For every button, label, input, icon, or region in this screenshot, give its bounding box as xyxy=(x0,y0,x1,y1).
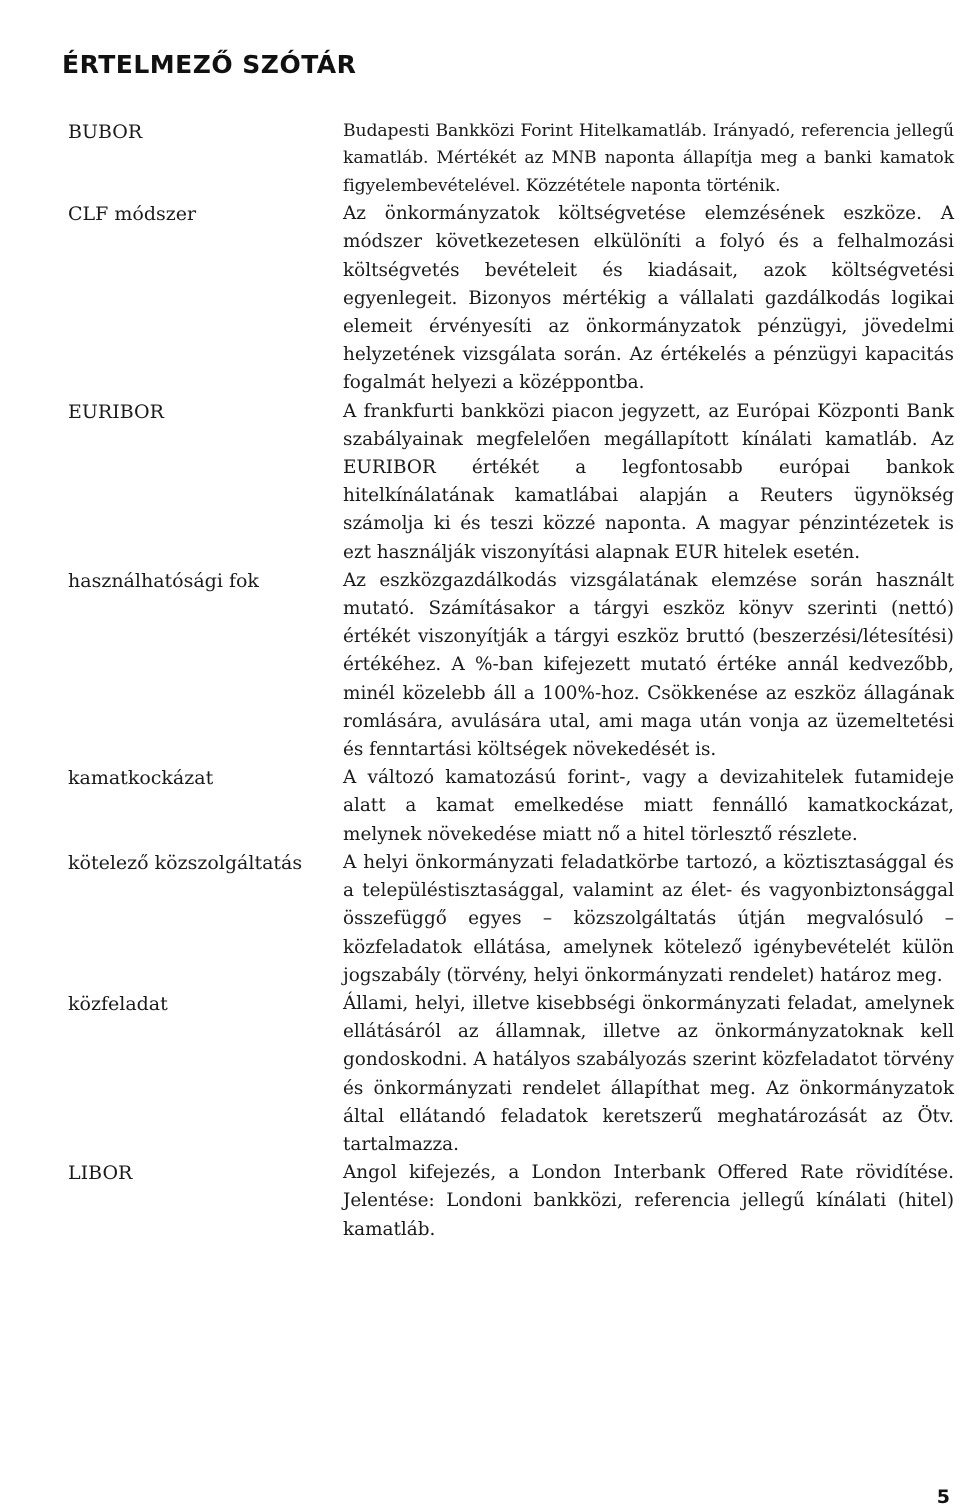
term-label: kamatkockázat xyxy=(68,767,214,790)
glossary-entry-clf xyxy=(68,200,954,397)
term-label: közfeladat xyxy=(68,992,168,1015)
term-label: használhatósági fok xyxy=(68,569,259,592)
term-definition: A helyi önkormányzati feladatkörbe tartozó, a köztisztasággal és a településtisztasággal, valamint az élet- és vagyonbiztonsággal összefüggő egyes – közszolgáltatás útján megvalósuló – közfeladatok ellátása, amelynek kötelező igénybevételét külön jogszabály (törvény, helyi önkormányzati rendelet) határoz meg. xyxy=(343,851,954,986)
page-title: ÉRTELMEZŐ SZÓTÁR xyxy=(62,50,357,79)
term-label: CLF módszer xyxy=(68,203,197,226)
term-definition: Az önkormányzatok költségvetése elemzésének eszköze. A módszer következetesen elkülöníti a folyó és a felhalmozási költségvetés bevételeit és kiadásait, azok költségvetési egyenlegeit. Bizonyos mértékig a vállalati gazdálkodás logikai elemeit érvényesíti az önkormányzatok pénzügyi, jövedelmi helyzetének vizsgálata során. Az értékelés a pénzügyi kapacitás fogalmát helyezi a középpontba. xyxy=(343,203,954,394)
glossary-list xyxy=(68,118,954,1244)
term-definition: Az eszközgazdálkodás vizsgálatának elemzése során használt mutató. Számításakor a tárgyi eszköz könyv szerinti (nettó) értékét viszonyítják a tárgyi eszköz bruttó (beszerzési/létesítési) értékéhez. A %-ban kifejezett mutató értéke annál kedvezőbb, minél közelebb áll a 100%-hoz. Csökkenése az eszköz állagának romlására, avulására utal, ami maga után vonja az üzemeltetési és fenntartási költségek növekedését is. xyxy=(343,569,954,761)
glossary-entry-kozfeladat xyxy=(68,990,954,1159)
term-definition: A frankfurti bankközi piacon jegyzett, az Európai Központi Bank szabályainak megfelelően megállapított kínálati kamatláb. Az EURIBOR értékét a legfontosabb európai bankok hitelkínálatának kamatlábai alapján a Reuters ügynökség számolja ki és teszi közzé naponta. A magyar pénzintézetek is ezt használják viszonyítási alapnak EUR hitelek esetén. xyxy=(343,400,954,563)
term-label: LIBOR xyxy=(68,1162,133,1185)
term-label: EURIBOR xyxy=(68,400,164,423)
page-number: 5 xyxy=(936,1486,950,1508)
glossary-entry-euribor xyxy=(68,398,954,567)
term-definition: A változó kamatozású forint-, vagy a devizahitelek futamideje alatt a kamat emelkedése miatt fennálló kamatkockázat, melynek növekedése miatt nő a hitel törlesztő részlete. xyxy=(343,767,954,845)
term-definition: Állami, helyi, illetve kisebbségi önkormányzati feladat, amelynek ellátásáról az államnak, illetve az önkormányzatoknak kell gondoskodni. A hatályos szabályozás szerint közfeladatot törvény és önkormányzati rendelet állapíthat meg. Az önkormányzatok által ellátandó feladatok keretszerű meghatározását az Ötv. tartalmazza. xyxy=(343,992,954,1155)
glossary-entry-kotelezo-kozszolgaltatas xyxy=(68,849,954,990)
glossary-entry-bubor xyxy=(68,118,954,200)
term-label: BUBOR xyxy=(68,121,143,143)
glossary-entry-kamatkockazat xyxy=(68,764,954,849)
term-definition: Budapesti Bankközi Forint Hitelkamatláb. Irányadó, referencia jellegű kamatláb. Mértékét az MNB naponta állapítja meg a banki kamatok figyelembevételével. Közzététele naponta történik. xyxy=(343,121,954,196)
term-label: kötelező közszolgáltatás xyxy=(68,851,303,874)
glossary-entry-hasznalhatosagi-fok xyxy=(68,567,954,764)
term-definition: Angol kifejezés, a London Interbank Offered Rate rövidítése. Jelentése: Londoni bankközi, referencia jellegű kínálati (hitel) kamatláb. xyxy=(343,1162,954,1240)
glossary-entry-libor xyxy=(68,1159,954,1244)
